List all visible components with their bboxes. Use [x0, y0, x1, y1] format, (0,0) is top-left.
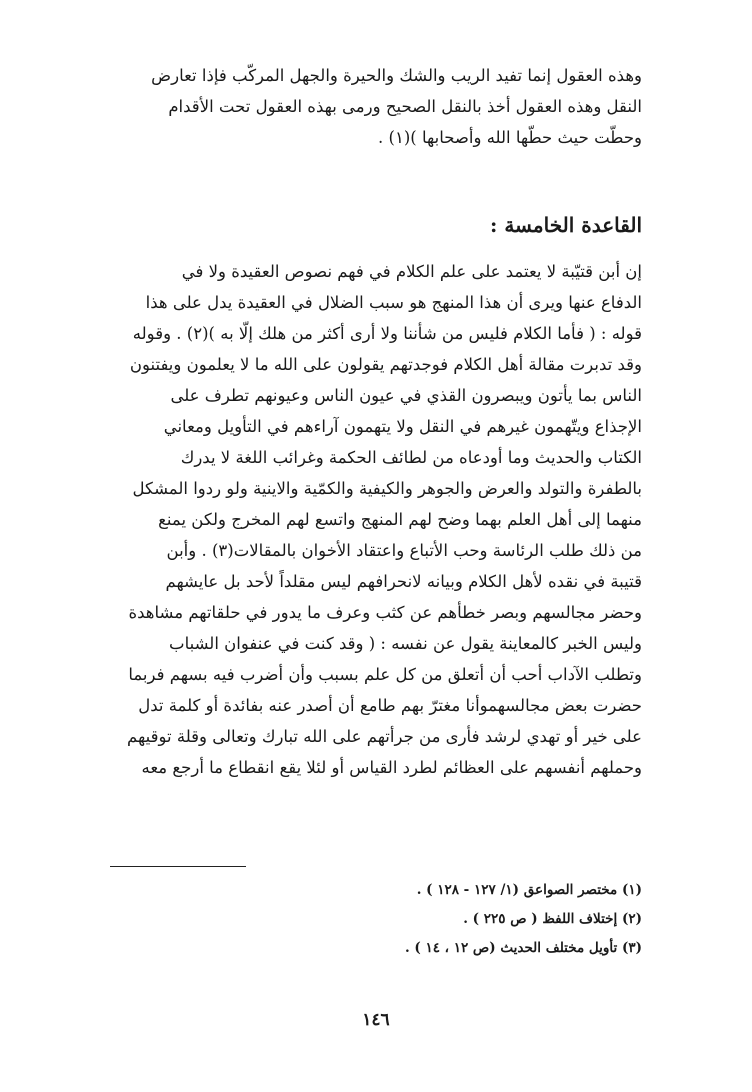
text-line: من ذلك طلب الرئاسة وحب الأتباع واعتقاد الأخوان بالمقالات(٣) . وأبن	[166, 541, 642, 560]
text-line: على خير أو تهدي لرشد فأرى من جرأتهم على الله تبارك وتعالى وقلة توقيهم	[127, 727, 642, 746]
text-line: وحطّت حيث حطّها الله وأصحابها )(١) .	[378, 128, 642, 147]
page-number: ١٤٦	[362, 1010, 390, 1030]
section-heading: القاعدة الخامسة :	[489, 213, 642, 237]
text-line: إن أبن قتيّبة لا يعتمد على علم الكلام في فهم نصوص العقيدة ولا في	[181, 262, 642, 281]
footnote-divider	[110, 866, 246, 867]
paragraph-1	[110, 60, 642, 153]
text-line: الكتاب والحديث وما أودعاه من لطائف الحكمة وغرائب اللغة لا يدرك	[180, 448, 642, 467]
footnote-2: (٢) إختلاف اللفظ ( ص ٢٢٥ ) .	[463, 911, 642, 927]
text-line: وتطلب الآداب أحب أن أتعلق من كل علم بسبب وأن أضرب فيه بسهم فربما	[128, 665, 642, 684]
text-line: قوله : ( فأما الكلام فليس من شأننا ولا أرى أكثر من هلك إلّا به )(٢) . وقوله	[132, 324, 642, 343]
text-line: وقد تدبرت مقالة أهل الكلام فوجدتهم يقولون على الله ما لا يعلمون ويفتنون	[129, 355, 642, 374]
footnotes	[110, 876, 642, 963]
text-line: بالطفرة والتولد والعرض والجوهر والكيفية والكمّية والاينية ولو ردوا المشكل	[132, 479, 642, 498]
text-line: وهذه العقول إنما تفيد الريب والشك والحيرة والجهل المركّب فإذا تعارض	[151, 66, 642, 85]
text-line: الدفاع عنها ويرى أن هذا المنهج هو سبب الضلال في العقيدة يدل على هذا	[145, 293, 642, 312]
text-line: الإجذاع ويتّهمون غيرهم في النقل ولا يتهمون آراءهم في التأويل ومعاني	[163, 417, 642, 436]
text-line: وحضر مجالسهم وبصر خطأهم عن كثب وعرف ما يدور في حلقاتهم مشاهدة	[128, 603, 642, 622]
text-line: حضرت بعض مجالسهموأنا مغترّ بهم طامع أن أصدر عنه بفائدة أو كلمة تدل	[138, 696, 642, 715]
text-line: وليس الخبر كالمعاينة يقول عن نفسه : ( وقد كنت في عنفوان الشباب	[169, 634, 642, 653]
text-line: الناس بما يأتون ويبصرون القذي في عيون الناس وعيونهم تطرف على	[170, 386, 642, 405]
text-line: النقل وهذه العقول أخذ بالنقل الصحيح ورمى بهذه العقول تحت الأقدام	[168, 97, 642, 116]
footnote-1: (١) مختصر الصواعق (١/ ١٢٧ - ١٢٨ ) .	[416, 882, 642, 898]
text-line: قتيبة في نقده لأهل الكلام وبيانه لانحرافهم ليس مقلداً لأحد بل عايشهم	[165, 572, 642, 591]
paragraph-2	[110, 256, 642, 783]
text-line: منهما إلى أهل العلم بهما وضح لهم المنهج واتسع لهم المخرج ولكن يمنع	[158, 510, 642, 529]
text-line: وحملهم أنفسهم على العظائم لطرد القياس أو لئلا يقع انقطاع ما أرجع معه	[141, 758, 642, 777]
footnote-3: (٣) تأويل مختلف الحديث (ص ١٢ ، ١٤ ) .	[404, 940, 642, 956]
